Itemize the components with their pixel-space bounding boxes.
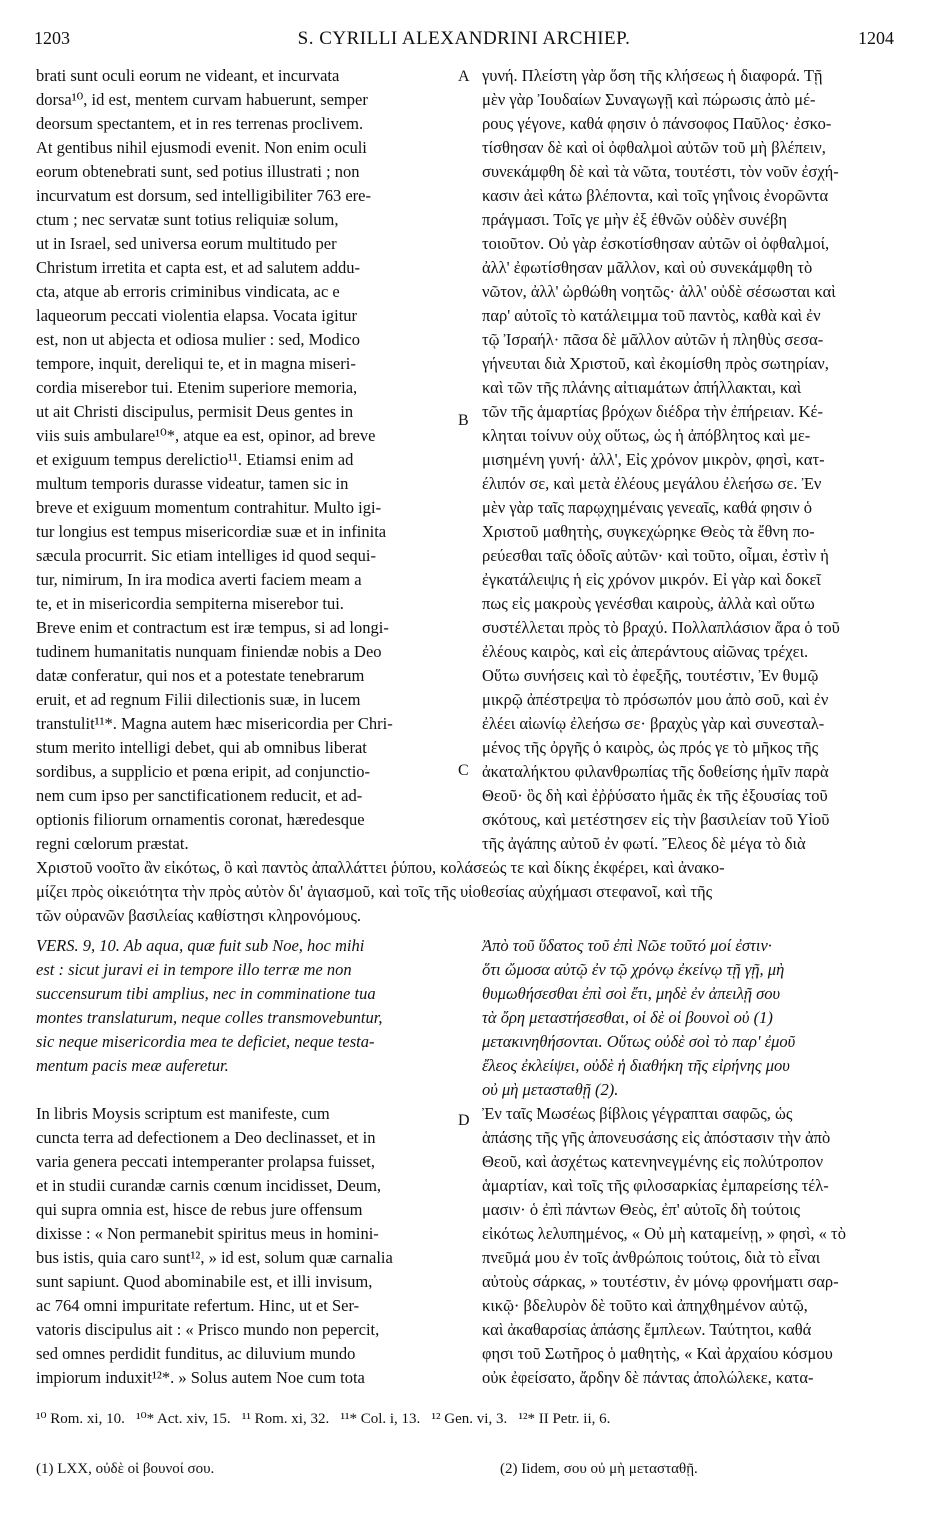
greek-full-text-line: τῶν οὐρανῶν βασιλείας καθίστησι κληρονόμους. <box>36 906 362 925</box>
greek-verse-text-line: Ἀπὸ τοῦ ὕδατος τοῦ ἐπὶ Νῶε τοῦτό μοί ἐστιν· <box>482 936 772 955</box>
latin-verse-text-line: montes translaturum, neque colles transmovebuntur, <box>36 1008 383 1027</box>
greek-text-line: κληται τοίνυν οὐχ οὕτως, ὡς ἡ ἀπόβλητος καὶ με- <box>482 426 811 445</box>
latin-text-line: optionis filiorum ornamentis coronat, hæredesque <box>36 810 365 829</box>
greek-bottom-text-line: Θεοῦ, καὶ ἀσχέτως κατενηνεγμένης εἰς πολύτροπον <box>482 1152 824 1171</box>
greek-text-line: παρ' αὐτοῖς τὸ κατάλειμμα τοῦ παντὸς, καθὰ καὶ ἐν <box>482 306 821 325</box>
greek-full-text-line: μίζει πρὸς οἰκειότητα τὴν πρὸς αὐτὸν δι' ἁγιασμοῦ, καὶ τοῖς τῆς υἱοθεσίας αὐχήμασι στεφανοῖ, καὶ τῆς <box>36 882 713 901</box>
greek-text-line: μένος τῆς ὀργῆς ὁ καιρὸς, ὡς πρός γε τὸ μῆκος τῆς <box>482 738 819 757</box>
latin-bottom-text-line: dixisse : « Non permanebit spiritus meus in homini- <box>36 1224 379 1243</box>
latin-verse-text-line: est : sicut juravi ei in tempore illo terræ me non <box>36 960 352 979</box>
latin-bottom-text-line: sed omnes perdidit funditus, ac diluvium mundo <box>36 1344 356 1363</box>
greek-verse-text-line: οὐ μὴ μετασταθῇ (2). <box>482 1080 619 1099</box>
latin-bottom-text-line: varia genera peccati intemperanter prolapsa fuisset, <box>36 1152 375 1171</box>
section-marker-c: C <box>458 762 469 779</box>
latin-bottom-text-line: sunt sapiunt. Quod abominabile est, et illi invisum, <box>36 1272 373 1291</box>
greek-text-line: γυνή. Πλείστη γὰρ ὅση τῆς κλήσεως ἡ διαφορά. Τῇ <box>482 66 823 85</box>
latin-text-line: deorsum spectantem, et in res terrenas proclivem. <box>36 114 364 133</box>
footnotes <box>36 1408 894 1430</box>
greek-verse-text-line: ἔλεος ἐκλείψει, οὐδὲ ἡ διαθήκη τῆς εἰρήνης μου <box>482 1056 790 1075</box>
greek-text-line: ἀκαταλήκτου φιλανθρωπίας τῆς δοθείσης ἡμῖν παρὰ <box>482 762 829 781</box>
footnote-references: ¹⁰ Rom. xi, 10. ¹⁰* Act. xiv, 15. ¹¹ Rom. xi, 32. ¹¹* Col. i, 13. ¹² Gen. vi, 3. ¹²* II Petr. ii, 6. <box>36 1411 611 1427</box>
latin-text-line: laqueorum peccati violentia elapsa. Vocata igitur <box>36 306 358 325</box>
latin-text-line: ut in Israel, sed universa eorum multitudo per <box>36 234 337 253</box>
latin-verse-text-line: succensurum tibi amplius, nec in comminatione tua <box>36 984 376 1003</box>
greek-text-line: νῶτον, ἀλλ' ὠρθώθη νοητῶς· ἀλλ' οὐδὲ σέσωσται καὶ <box>482 282 836 301</box>
greek-verse-text-line: θυμωθήσεσθαι ἐπὶ σοὶ ἔτι, μηδὲ ἐν ἀπειλῇ σου <box>482 984 781 1003</box>
greek-text-line: Θεοῦ· ὃς δὴ καὶ ἐῤῥύσατο ἡμᾶς ἐκ τῆς ἐξουσίας τοῦ <box>482 786 828 805</box>
page-title: S. CYRILLI ALEXANDRINI ARCHIEP. <box>297 28 631 49</box>
latin-bottom-text-line: et in studii curandæ carnis cœnum incidisset, Deum, <box>36 1176 382 1195</box>
latin-text-line: eruit, et ad regnum Filii dilectionis suæ, in lucem <box>36 690 361 709</box>
greek-text-line: μὲν γὰρ Ἰουδαίων Συναγωγῇ καὶ πώρωσις ἀπὸ μέ- <box>482 90 816 109</box>
greek-bottom-text-line: ἁπάσης τῆς γῆς ἀπονευσάσης εἰς ἀπόστασιν τὴν ἀπὸ <box>482 1128 831 1147</box>
greek-text-line: γήνευται διὰ Χριστοῦ, καὶ ἐκομίσθη πρὸς σωτηρίαν, <box>482 354 829 373</box>
section-marker-b: B <box>458 412 469 429</box>
latin-text-line: est, non ut abjecta et odiosa mulier : sed, Modico <box>36 330 360 349</box>
column-number-left: 1203 <box>34 28 70 48</box>
greek-bottom-text-line: αὐτοὺς σάρκας, » τουτέστιν, ἐν μόνῳ φρονήματι σαρ- <box>482 1272 839 1291</box>
latin-verse-text-line: VERS. 9, 10. Ab aqua, quæ fuit sub Noe, hoc mihi <box>36 936 365 955</box>
latin-text-line: eorum obtenebrati sunt, sed potius illustrati ; non <box>36 162 360 181</box>
greek-bottom-text-line: καὶ ἀκαθαρσίας ἁπάσης ἔμπλεων. Ταύτητοι, καθά <box>482 1320 812 1339</box>
latin-text-line: cordia miserebor tui. Etenim superiore memoria, <box>36 378 358 397</box>
greek-bottom-text-line: μασιν· ὁ ἐπὶ πάντων Θεὸς, ἐπ' αὐτοῖς δὴ τούτοις <box>482 1200 801 1219</box>
greek-text-line: τῆς ἀγάπης αὐτοῦ ἐν φωτί. Ἔλεος δὲ μέγα τὸ διὰ <box>482 834 806 853</box>
latin-bottom-text-line: vatoris discipulus ait : « Prisco mundo non pepercit, <box>36 1320 380 1339</box>
section-marker-d: D <box>458 1112 470 1129</box>
latin-bottom-text-line: qui supra omnia est, hisce de rebus jure offensum <box>36 1200 363 1219</box>
greek-text-line: ἐλέει αἰωνίῳ ἐλεήσω σε· βραχὺς γὰρ καὶ συνεσταλ- <box>482 714 825 733</box>
greek-verse <box>482 934 894 1102</box>
greek-text-line: ἐλέους καιρὸς, καὶ εἰς ἀπεράντους αἰῶνας τρέχει. <box>482 642 809 661</box>
latin-text-line: incurvatum est dorsum, sed intelligibiliter 763 ere- <box>36 186 371 205</box>
latin-text-line: tur, nimirum, In ira modica averti faciem meam a <box>36 570 362 589</box>
greek-text-line: Χριστοῦ μαθητὴς, συγκεχώρηκε Θεὸς τὰ ἔθνη πο- <box>482 522 815 541</box>
greek-text-line: ἀλλ' ἐφωτίσθησαν μᾶλλον, καὶ οὐ συνεκάμφθη τὸ <box>482 258 813 277</box>
greek-bottom-text-line: εἰκότως λελυπημένος, « Οὐ μὴ καταμείνῃ, » φησὶ, « τὸ <box>482 1224 846 1243</box>
latin-verse-text-line: sic neque misericordia mea te deficiet, neque testa- <box>36 1032 375 1051</box>
latin-bottom-text-line: ac 764 omni impuritate refertum. Hinc, ut et Ser- <box>36 1296 360 1315</box>
greek-text-line: έλιπόν σε, καὶ μετὰ ἐλέους μεγάλου ἐλεήσω σε. Ἐν <box>482 474 822 493</box>
greek-text-line: μικρῷ ἀπέστρεψα τὸ πρόσωπόν μου ἀπὸ σοῦ, καὶ ἐν <box>482 690 829 709</box>
latin-text-line: regni cœlorum præstat. <box>36 834 189 853</box>
note-2-text: (2) Iidem, σου οὐ μὴ μετασταθῇ. <box>500 1461 698 1477</box>
greek-text-line: ἐγκατάλειψις ἡ εἰς χρόνον μικρόν. Εἰ γὰρ καὶ δοκεῖ <box>482 570 821 589</box>
column-number-right: 1204 <box>858 28 894 48</box>
latin-text-line: sæcula procurrit. Sic etiam intelliges id quod sequi- <box>36 546 377 565</box>
latin-text-line: dorsa¹⁰, id est, mentem curvam habuerunt, semper <box>36 90 368 109</box>
greek-text-line: ρους γέγονε, καθά φησιν ὁ πάνσοφος Παῦλος· ἐσκο- <box>482 114 832 133</box>
latin-bottom-text-line: In libris Moysis scriptum est manifeste, cum <box>36 1104 330 1123</box>
latin-text-line: viis suis ambulare¹⁰*, atque ea est, opinor, ad breve <box>36 426 376 445</box>
latin-text-line: te, et in misericordia sempiterna miserebor tui. <box>36 594 344 613</box>
greek-text-line: τίσθησαν δὲ καὶ οἱ ὀφθαλμοὶ αὐτῶν τοῦ μὴ βλέπειν, <box>482 138 826 157</box>
latin-text-line: datæ conferatur, qui nos et a potestate tenebrarum <box>36 666 365 685</box>
greek-text-line: τοιοῦτον. Οὐ γὰρ ἐσκοτίσθησαν αὐτῶν οἱ ὀφθαλμοί, <box>482 234 830 253</box>
greek-verse-text-line: μετακινηθήσονται. Οὕτως οὐδὲ σοὶ τὸ παρ' ἐμοῦ <box>482 1032 796 1051</box>
greek-bottom-text-line: πνεῦμά μου ἐν τοῖς ἀνθρώποις τούτοις, διὰ τὸ εἶναι <box>482 1248 821 1267</box>
latin-column-top <box>36 64 460 856</box>
latin-text-line: Christum irretita et capta est, et ad salutem addu- <box>36 258 360 277</box>
greek-text-line: Οὕτω συνήσεις καὶ τὸ ἐφεξῆς, τουτέστιν, Ἐν θυμῷ <box>482 666 819 685</box>
latin-verse <box>36 934 460 1078</box>
latin-text-line: At gentibus nihil ejusmodi evenit. Non enim oculi <box>36 138 367 157</box>
latin-verse-text-line: mentum pacis meæ auferetur. <box>36 1056 229 1075</box>
latin-text-line: tempore, inquit, dereliqui te, et in magna miseri- <box>36 354 356 373</box>
latin-text-line: ctum ; nec servatæ sunt totius reliquiæ solum, <box>36 210 339 229</box>
greek-text-line: πως εἰς μακροὺς γενέσθαι καιροὺς, ἀλλὰ καὶ οὕτω <box>482 594 815 613</box>
greek-bottom-text-line: κικῷ· βδελυρὸν δὲ τοῦτο καὶ ἀπηχθημένον αὐτῷ, <box>482 1296 808 1315</box>
greek-verse-text-line: ὅτι ὤμοσα αὐτῷ ἐν τῷ χρόνῳ ἐκείνῳ τῇ γῇ, μὴ <box>482 960 785 979</box>
note-2 <box>500 1458 894 1480</box>
latin-column-bottom <box>36 1102 460 1390</box>
section-marker-a: A <box>458 68 470 85</box>
latin-text-line: ut ait Christi discipulus, permisit Deus gentes in <box>36 402 354 421</box>
greek-column-bottom <box>482 1102 894 1390</box>
latin-text-line: nem cum ipso per sanctificationem reducit, et ad- <box>36 786 363 805</box>
latin-bottom-text-line: bus istis, quia caro sunt¹², » id est, solum quæ carnalia <box>36 1248 393 1267</box>
greek-text-line: μὲν γὰρ ταῖς παρῳχημέναις γενεαῖς, καθά φησιν ὁ <box>482 498 813 517</box>
latin-text-line: transtulit¹¹*. Magna autem hæc misericordia per Chri- <box>36 714 393 733</box>
greek-bottom-text-line: Ἐν ταῖς Μωσέως βίβλοις γέγραπται σαφῶς, ὡς <box>482 1104 793 1123</box>
note-1-text: (1) LXX, οὐδὲ οἱ βουνοί σου. <box>36 1461 215 1477</box>
greek-text-line: καὶ τῶν τῆς πλάνης αἰτιαμάτων ἀπήλλακται, καὶ <box>482 378 802 397</box>
latin-text-line: breve et exiguum momentum contrahitur. Multo igi- <box>36 498 382 517</box>
latin-text-line: multum temporis durasse videatur, tamen sic in <box>36 474 349 493</box>
greek-text-line: συστέλλεται πρὸς τὸ βραχύ. Πολλαπλάσιον ἄρα ὁ τοῦ <box>482 618 840 637</box>
latin-text-line: stum merito intelligi debet, qui ab omnibus liberat <box>36 738 367 757</box>
latin-text-line: tudinem humanitatis nunquam finiendæ nobis a Deo <box>36 642 382 661</box>
note-1 <box>36 1458 456 1480</box>
greek-text-line: συνεκάμφθη δὲ καὶ τὰ νῶτα, τουτέστι, τὸν νοῦν ἐσχή- <box>482 162 839 181</box>
greek-bottom-text-line: φησι τοῦ Σωτῆρος ὁ μαθητὴς, « Καὶ ἀρχαίου κόσμου <box>482 1344 833 1363</box>
greek-verse-text-line: τὰ ὄρη μεταστήσεσθαι, οἱ δὲ οἱ βουνοὶ οὐ (1) <box>482 1008 773 1027</box>
greek-bottom-text-line: οὐκ ἐφείσατο, ἄρδην δὲ πάντας ἀπολώλεκε, κατα- <box>482 1368 814 1387</box>
greek-column-top <box>482 64 894 856</box>
greek-bottom-text-line: ἁμαρτίαν, καὶ τοῖς τῆς φιλοσαρκίας ἐμπαρείσης τέλ- <box>482 1176 829 1195</box>
latin-text-line: cta, atque ab erroris criminibus vindicata, ac e <box>36 282 340 301</box>
latin-text-line: tur longius est tempus misericordiæ suæ et in infinita <box>36 522 387 541</box>
latin-text-line: et exiguum tempus derelictio¹¹. Etiamsi enim ad <box>36 450 354 469</box>
greek-text-line: μισημένη γυνή· ἀλλ', Εἰς χρόνον μικρὸν, φησὶ, κατ- <box>482 450 825 469</box>
greek-text-line: πράγμασι. Τοῖς γε μὴν ἐξ ἐθνῶν οὐδὲν συνέβη <box>482 210 788 229</box>
greek-full-text-line: Χριστοῦ νοοῖτο ἂν εἰκότως, ὃ καὶ παντὸς ἀπαλλάττει ῥύπου, κολάσεώς τε καὶ δίκης ἐκφέρει, καὶ ἀνακο- <box>36 858 725 877</box>
latin-text-line: sordibus, a supplicio et pœna eripit, ad conjunctio- <box>36 762 371 781</box>
greek-text-line: ρεύεσθαι ταῖς ὁδοῖς αὐτῶν· καὶ τοῦτο, οἶμαι, ἐστὶν ἡ <box>482 546 829 565</box>
greek-full-width <box>36 856 894 928</box>
greek-text-line: κασιν ἀεὶ κάτω βλέποντα, καὶ τοῖς γηΐνοις ἐνορῶντα <box>482 186 829 205</box>
latin-bottom-text-line: impiorum induxit¹²*. » Solus autem Noe cum tota <box>36 1368 365 1387</box>
greek-text-line: τῶν τῆς ἁμαρτίας βρόχων διέδρα τὴν ἐπήρειαν. Κέ- <box>482 402 823 421</box>
latin-bottom-text-line: cuncta terra ad defectionem a Deo declinasset, et in <box>36 1128 376 1147</box>
greek-text-line: σκότους, καὶ μετέστησεν εἰς τὴν βασιλείαν τοῦ Υἱοῦ <box>482 810 830 829</box>
page-header <box>0 28 928 54</box>
latin-text-line: brati sunt oculi eorum ne videant, et incurvata <box>36 66 340 85</box>
greek-text-line: τῷ Ἰσραήλ· πᾶσα δὲ μᾶλλον αὐτῶν ἡ πληθὺς σεσα- <box>482 330 824 349</box>
latin-text-line: Breve enim et contractum est iræ tempus, si ad longi- <box>36 618 389 637</box>
